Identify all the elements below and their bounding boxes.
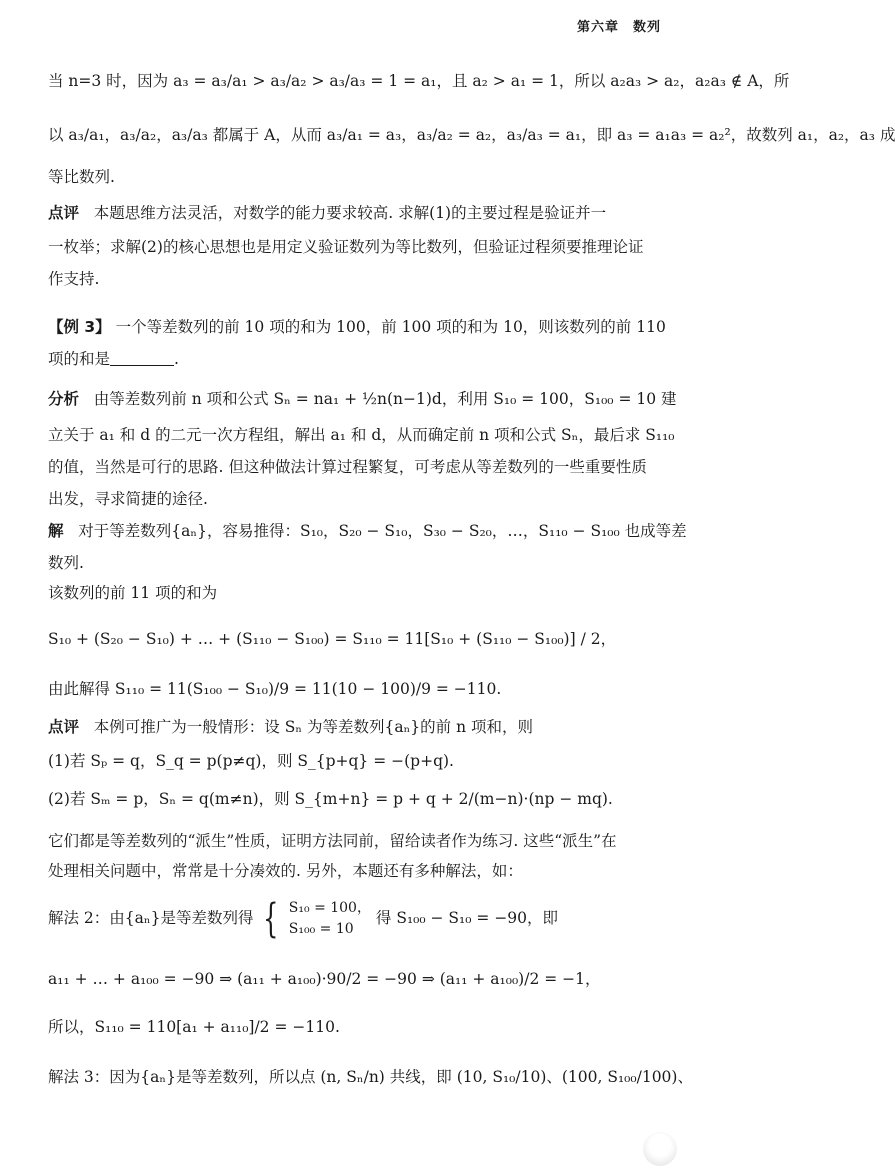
equation-system: S₁₀ = 100， S₁₀₀ = 10: [288, 900, 371, 937]
review1-line1: 点评 本题思维方法灵活，对数学的能力要求较高. 求解(1)的主要过程是验证并一: [48, 204, 607, 222]
analysis-label: 分析: [48, 390, 80, 408]
example3-line1: 【例 3】 一个等差数列的前 10 项的和为 100，前 100 项的和为 10，则该数列的前 110: [48, 318, 666, 336]
answer-blank: [110, 351, 174, 366]
analysis-line3: 的值，当然是可行的思路. 但这种做法计算过程繁复，可考虑从等差数列的一些重要性质: [48, 458, 647, 476]
solution-line2: 数列.: [48, 554, 84, 572]
example3-line2: 项的和是 .: [48, 350, 179, 368]
para1-line3: 等比数列.: [48, 168, 115, 186]
method2-line1: 解法 2：由{aₙ}是等差数列得 { S₁₀ = 100， S₁₀₀ = 10 得 S₁₀₀ − S₁₀ = −90，即: [48, 896, 559, 942]
para1-line1: [48, 72, 790, 91]
solution-equation1: S₁₀ + (S₂₀ − S₁₀) + … + (S₁₁₀ − S₁₀₀) = S₁₁₀ = 11[S₁₀ + (S₁₁₀ − S₁₀₀)] / 2，: [48, 630, 617, 648]
review-label: 点评: [48, 204, 80, 222]
solution-line3: 该数列的前 11 项的和为: [48, 584, 218, 602]
chapter-header: 第六章 数列: [576, 20, 661, 35]
para2-line2: 处理相关问题中，常常是十分凑效的. 另外，本题还有多种解法，如：: [48, 862, 523, 880]
solution-equation2: 由此解得 S₁₁₀ = 11(S₁₀₀ − S₁₀)/9 = 11(10 − 100)/9 = −110.: [48, 680, 502, 698]
para2-line1: 它们都是等差数列的“派生”性质，证明方法同前，留给读者作为练习. 这些“派生”在: [48, 832, 617, 850]
analysis-line1: 分析 由等差数列前 n 项和公式 Sₙ = na₁ + ½n(n−1)d，利用 S₁₀ = 100，S₁₀₀ = 10 建: [48, 390, 677, 408]
review1-line2: 一枚举；求解(2)的核心思想也是用定义验证数列为等比数列，但验证过程须要推理论证: [48, 238, 644, 256]
analysis-line2: 立关于 a₁ 和 d 的二元一次方程组，解出 a₁ 和 d，从而确定前 n 项和公式 Sₙ，最后求 S₁₁₀: [48, 426, 675, 444]
review2-line2: (1)若 Sₚ = q，S_q = p(p≠q)，则 S_{p+q} = −(p+q).: [48, 752, 454, 770]
brace-symbol: {: [263, 896, 279, 942]
review1-line3: 作支持.: [48, 270, 100, 288]
solution-label: 解: [48, 522, 64, 540]
solution-line1: 解 对于等差数列{aₙ}，容易推得：S₁₀，S₂₀ − S₁₀，S₃₀ − S₂₀，…，S₁₁₀ − S₁₀₀ 也成等差: [48, 522, 687, 540]
para1-line2: 以 a₃/a₁，a₃/a₂，a₃/a₃ 都属于 A，从而 a₃/a₁ = a₃，a₃/a₂ = a₂，a₃/a₃ = a₁，即 a₃ = a₁a₃ = a₂²，故数列 a₁，a₂，a₃ 成: [48, 126, 895, 144]
review2-line3: (2)若 Sₘ = p，Sₙ = q(m≠n)，则 S_{m+n} = p + q + 2/(m−n)·(np − mq).: [48, 790, 613, 808]
para1-text: 当 n=3 时，因为 a₃ = a₃/a₁ > a₃/a₂ > a₃/a₃ = 1 = a₁，且 a₂ > a₁ = 1，所以 a₂a₃ > a₂，a₂a₃ ∉ A，所: [48, 72, 790, 90]
method3-line1: 解法 3：因为{aₙ}是等差数列，所以点 (n, Sₙ/n) 共线，即 (10, S₁₀/10)、(100, S₁₀₀/100)、: [48, 1068, 693, 1086]
method2-equation1: a₁₁ + … + a₁₀₀ = −90 ⇒ (a₁₁ + a₁₀₀)·90/2 = −90 ⇒ (a₁₁ + a₁₀₀)/2 = −1，: [48, 970, 601, 988]
example-label: 【例 3】: [48, 318, 111, 336]
review2-line1: 点评 本例可推广为一般情形：设 Sₙ 为等差数列{aₙ}的前 n 项和，则: [48, 718, 533, 736]
page-corner-button[interactable]: [643, 1132, 677, 1166]
method2-equation2: 所以，S₁₁₀ = 110[a₁ + a₁₁₀]/2 = −110.: [48, 1018, 340, 1036]
analysis-line4: 出发，寻求简捷的途径.: [48, 490, 208, 508]
